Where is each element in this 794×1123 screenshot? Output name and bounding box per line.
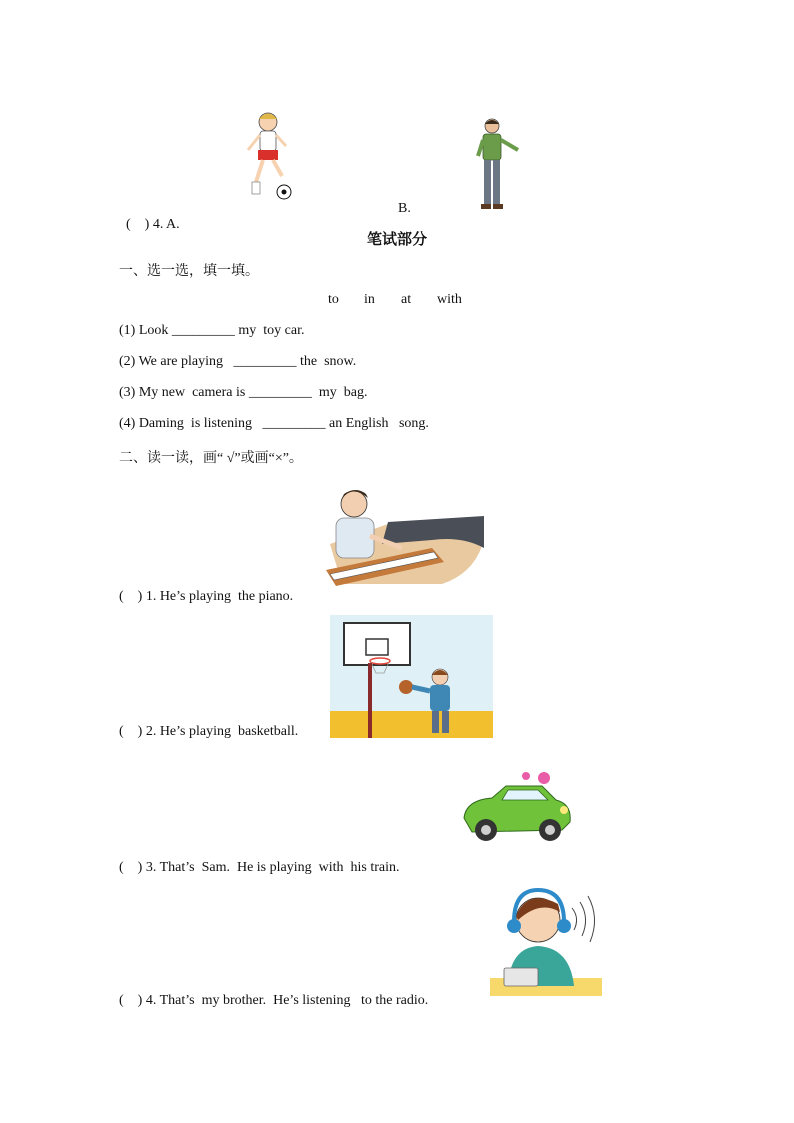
soccer-boy-illustration <box>238 110 296 202</box>
word-bank-item: with <box>437 292 462 307</box>
option-b-label: B. <box>398 201 411 216</box>
word-bank-item: at <box>401 292 412 307</box>
section-title: 笔试部分 <box>366 232 427 248</box>
radio-boy-illustration <box>488 882 606 1000</box>
answer-paren: ( ) <box>126 217 150 232</box>
fill-sentence-4: (4) Daming is listening _________ an English song. <box>119 416 429 431</box>
fill-sentence-3: (3) My new camera is _________ my bag. <box>119 385 368 400</box>
judge-item-4: ( ) 4. That’s my brother. He’s listening to the radio. <box>119 993 429 1008</box>
fill-sentence-1: (1) Look _________ my toy car. <box>119 323 305 338</box>
fill-sentence-2: (2) We are playing _________ the snow. <box>119 354 357 369</box>
judge-item-2: ( ) 2. He’s playing basketball. <box>119 724 299 739</box>
word-bank-item: to <box>328 292 339 307</box>
judge-item-3: ( ) 3. That’s Sam. He is playing with his train. <box>119 860 400 875</box>
part1-heading: 一、选一选，填一填。 <box>119 264 259 279</box>
man-illustration <box>474 116 524 212</box>
judge-item-1: ( ) 1. He’s playing the piano. <box>119 589 294 604</box>
question-label: 4. A. <box>152 217 180 232</box>
basketball-boy-illustration <box>330 615 493 738</box>
piano-boy-illustration <box>322 484 488 600</box>
toy-car-illustration <box>456 770 576 850</box>
part2-heading: 二、读一读，画“ √”或画“×”。 <box>119 451 303 466</box>
word-bank-item: in <box>364 292 375 307</box>
